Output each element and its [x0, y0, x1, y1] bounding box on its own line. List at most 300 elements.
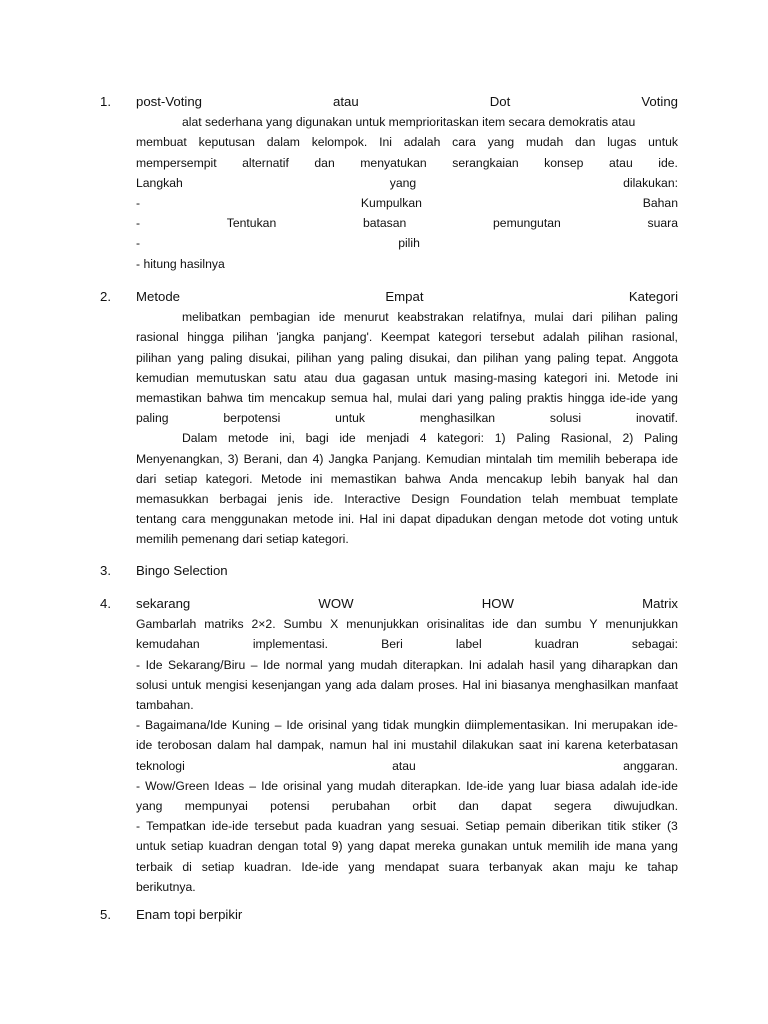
- word: keputusan: [198, 135, 255, 150]
- word: 3): [227, 451, 239, 466]
- word: gagasan: [362, 370, 410, 385]
- word: dipadukan: [435, 512, 492, 527]
- word: mudah: [525, 135, 564, 150]
- word: saat: [518, 738, 542, 753]
- word: ide.: [313, 492, 334, 507]
- text-line: [136, 132, 678, 152]
- word: yang: [389, 175, 417, 190]
- word: ide: [318, 310, 336, 325]
- word: ide: [136, 738, 153, 753]
- word: ini: [310, 471, 323, 486]
- word: akan: [552, 859, 579, 874]
- word: maju: [588, 859, 615, 874]
- word: lebih: [550, 471, 577, 486]
- word: kategori:: [437, 431, 485, 446]
- text-line: - hitung hasilnya: [136, 256, 225, 271]
- word: biasanya: [501, 677, 551, 692]
- word: 9): [331, 839, 343, 854]
- word: adalah: [403, 135, 441, 150]
- word: kemudahan: [136, 637, 200, 652]
- text-line: [136, 857, 678, 877]
- word: hal: [255, 738, 273, 753]
- text-line: [136, 153, 678, 173]
- text-line: [136, 655, 678, 675]
- heading-word: Metode: [136, 289, 180, 304]
- word: dan: [657, 471, 678, 486]
- word: Ide-ide: [466, 778, 504, 793]
- text-line: [136, 614, 678, 634]
- word: pilihan: [588, 330, 624, 345]
- word: Anda: [449, 471, 478, 486]
- text-line: [136, 327, 678, 347]
- word: mencakup: [269, 391, 326, 406]
- heading-word: Matrix: [642, 596, 678, 611]
- word: label: [455, 637, 482, 652]
- word: yang: [328, 657, 355, 672]
- word: orbit: [412, 799, 437, 814]
- word: manfaat: [633, 677, 678, 692]
- word: dilakukan: [462, 738, 514, 753]
- word: yang: [508, 778, 535, 793]
- word: panjang'.: [323, 330, 373, 345]
- item-heading: [136, 561, 678, 581]
- word: menurut: [343, 310, 389, 325]
- item-body: [136, 614, 678, 897]
- word: ini.: [338, 512, 355, 527]
- word: memutuskan: [196, 370, 267, 385]
- text-line: [136, 735, 678, 755]
- word: pemain: [505, 819, 546, 834]
- word: kesenjangan: [251, 677, 321, 692]
- word: hasil: [529, 657, 555, 672]
- text-line: [136, 796, 678, 816]
- list-item-3: [100, 561, 678, 581]
- word: yang: [348, 859, 375, 874]
- word: kuadran: [534, 637, 579, 652]
- word: pembagian: [249, 310, 311, 325]
- word: Paling: [516, 431, 551, 446]
- word: dan: [458, 799, 479, 814]
- list-number: 5.: [100, 907, 111, 922]
- word: kuadran.: [244, 859, 292, 874]
- word: menunjukkan: [346, 617, 419, 632]
- heading-word: Bingo Selection: [136, 563, 228, 578]
- word: dan: [456, 350, 477, 365]
- word: ide-ide: [609, 391, 647, 406]
- word: voting: [610, 512, 644, 527]
- list-number: 3.: [100, 563, 111, 578]
- word: dapat: [379, 839, 410, 854]
- word: pilihan: [232, 330, 268, 345]
- word: karena: [564, 738, 603, 753]
- item-heading: [136, 594, 678, 614]
- word: hal: [632, 471, 650, 486]
- text-line: [136, 307, 678, 327]
- word: banyak: [585, 471, 625, 486]
- word: menghasilkan: [419, 411, 496, 426]
- word: Ide-ide: [301, 859, 339, 874]
- text-line: [136, 388, 678, 408]
- word: -: [136, 216, 141, 231]
- word: yang: [347, 839, 375, 854]
- word: 4): [312, 451, 324, 466]
- word: 1): [494, 431, 506, 446]
- word: tersebut: [490, 330, 535, 345]
- word: Setiap: [465, 819, 500, 834]
- heading-word: post-Voting: [136, 94, 202, 109]
- word: ide: [594, 839, 611, 854]
- word: pemungutan: [493, 216, 561, 231]
- word: jenis: [277, 492, 303, 507]
- word: terbaik: [136, 859, 173, 874]
- text-line: [136, 348, 678, 368]
- word: yang: [651, 839, 678, 854]
- heading-word: Enam topi berpikir: [136, 907, 243, 922]
- word: adalah: [487, 657, 524, 672]
- word: mereka: [414, 839, 456, 854]
- list-number: 2.: [100, 289, 111, 304]
- word: teknologi: [136, 758, 185, 773]
- word: paling: [645, 310, 678, 325]
- word: (3: [667, 819, 678, 834]
- text-line: [136, 193, 678, 213]
- word: semua: [330, 391, 368, 406]
- word: Kumpulkan: [360, 196, 422, 211]
- word: Ini: [379, 135, 392, 150]
- item-heading: [136, 92, 678, 112]
- word: Berani,: [243, 451, 283, 466]
- word: suara: [448, 859, 480, 874]
- word: atau: [609, 155, 633, 170]
- word: mungkin: [413, 718, 460, 733]
- text-line: [136, 213, 678, 233]
- word: adalah: [599, 778, 637, 793]
- text-line: [136, 634, 678, 654]
- word: alternatif: [242, 155, 289, 170]
- word: terobosan: [157, 738, 212, 753]
- word: –: [249, 778, 257, 793]
- word: namun: [329, 738, 367, 753]
- word: diterapkan.: [400, 778, 462, 793]
- word: hingga: [187, 330, 224, 345]
- list-item-4: [100, 594, 678, 897]
- word: Ide: [286, 718, 304, 733]
- word: dengan: [496, 512, 538, 527]
- text-line: [136, 449, 678, 469]
- word: Kemudian: [425, 451, 481, 466]
- word: Panjang.: [372, 451, 421, 466]
- text-line: [136, 816, 678, 836]
- item-heading: [136, 905, 678, 925]
- word: pilihan: [601, 310, 637, 325]
- word: mudah: [360, 657, 398, 672]
- word: Beri: [381, 637, 403, 652]
- word: matriks: [204, 617, 244, 632]
- word: memasukkan: [136, 492, 209, 507]
- word: metode: [292, 512, 334, 527]
- word: stiker: [631, 819, 661, 834]
- word: serangkaian: [452, 155, 519, 170]
- word: Dalam: [182, 431, 218, 446]
- word: mulai: [397, 391, 427, 406]
- word: mana: [615, 839, 647, 854]
- word: yang: [487, 135, 515, 150]
- word: menggunakan: [210, 512, 288, 527]
- heading-word: atau: [333, 94, 359, 109]
- word: disukai,: [248, 350, 291, 365]
- heading-word: Dot: [489, 94, 511, 109]
- word: ide: [661, 451, 678, 466]
- word: yang: [136, 799, 163, 814]
- word: ide-ide: [211, 819, 249, 834]
- word: yang: [457, 391, 484, 406]
- word: metode: [227, 431, 269, 446]
- word: merupakan: [591, 718, 653, 733]
- word: ada: [355, 677, 377, 692]
- word: di: [182, 859, 192, 874]
- text-line: [136, 233, 678, 253]
- word: -: [136, 778, 141, 793]
- word: ide: [492, 617, 509, 632]
- word: gunakan: [460, 839, 508, 854]
- word: dan: [287, 451, 308, 466]
- word: mempunyai: [184, 799, 248, 814]
- word: untuk: [136, 839, 166, 854]
- word: 'jangka: [276, 330, 315, 345]
- word: relatifnya,: [472, 310, 526, 325]
- word: yang: [651, 391, 678, 406]
- word: solusi: [136, 677, 168, 692]
- text-line: alat sederhana yang digunakan untuk memprioritaskan item secara demokratis atau: [182, 115, 636, 130]
- word: konsep: [544, 155, 584, 170]
- word: kategori.: [205, 471, 253, 486]
- word: Ideas: [214, 778, 245, 793]
- word: masing-masing: [453, 370, 537, 385]
- text-line: [136, 675, 678, 695]
- word: untuk: [648, 512, 678, 527]
- word: –: [274, 718, 282, 733]
- word: dua: [334, 370, 356, 385]
- word: paling: [557, 350, 590, 365]
- heading-word: sekarang: [136, 596, 191, 611]
- word: yang: [387, 819, 415, 834]
- word: dan: [314, 155, 335, 170]
- word: ide-: [657, 718, 678, 733]
- word: untuk: [512, 839, 543, 854]
- word: -: [136, 657, 141, 672]
- text-line: [136, 756, 678, 776]
- word: total: [303, 839, 327, 854]
- text-line: [136, 715, 678, 735]
- word: keabstrakan: [397, 310, 464, 325]
- word: ini: [665, 370, 678, 385]
- word: template: [631, 492, 678, 507]
- word: Hal: [359, 512, 378, 527]
- word: -: [136, 819, 141, 834]
- word: hal,: [372, 391, 393, 406]
- word: pilihan: [483, 350, 519, 365]
- word: disukai,: [409, 350, 451, 365]
- list-item-5: [100, 905, 678, 925]
- word: hingga: [567, 391, 605, 406]
- text-line: [136, 776, 678, 796]
- item-heading: [136, 287, 678, 307]
- word: paling: [370, 350, 403, 365]
- word: dan: [657, 657, 678, 672]
- word: kategori: [438, 330, 482, 345]
- word: dan: [575, 135, 596, 150]
- word: beberapa: [605, 451, 657, 466]
- word: kemudian: [136, 370, 189, 385]
- word: Wow/Green: [145, 778, 210, 793]
- word: menunjukkan: [605, 617, 678, 632]
- word: atau: [303, 370, 328, 385]
- word: dan: [516, 617, 537, 632]
- word: dari: [431, 391, 453, 406]
- word: ini.: [594, 370, 611, 385]
- word: Bagaimana/Ide: [144, 718, 227, 733]
- text-line: [136, 173, 678, 193]
- word: menjadi: [366, 431, 410, 446]
- word: melibatkan: [182, 310, 241, 325]
- word: kuadran: [337, 819, 382, 834]
- word: 2): [622, 431, 634, 446]
- text-line: berikutnya.: [136, 879, 196, 894]
- word: ini: [382, 512, 395, 527]
- heading-word: Empat: [385, 289, 424, 304]
- word: segera: [554, 799, 592, 814]
- word: -: [136, 196, 141, 211]
- word: biasa: [565, 778, 595, 793]
- word: tepat.: [595, 350, 627, 365]
- word: keterbatasan: [607, 738, 678, 753]
- text-line: [136, 489, 678, 509]
- word: terbanyak: [488, 859, 543, 874]
- word: paling: [136, 411, 169, 426]
- word: tersebut: [254, 819, 299, 834]
- word: dengan: [257, 839, 299, 854]
- word: dari: [136, 471, 157, 486]
- heading-word: Kategori: [628, 289, 678, 304]
- word: pilihan: [136, 350, 172, 365]
- word: pilih: [398, 236, 420, 251]
- word: memilih: [547, 839, 590, 854]
- word: yang: [177, 350, 204, 365]
- word: yang: [524, 350, 551, 365]
- text-line: tambahan.: [136, 698, 194, 713]
- word: Y: [589, 617, 598, 632]
- word: suara: [647, 216, 678, 231]
- word: Sekarang/Biru: [168, 657, 246, 672]
- word: berbagai: [219, 492, 267, 507]
- word: diwujudkan.: [613, 799, 678, 814]
- word: dot: [588, 512, 606, 527]
- word: atau: [392, 758, 416, 773]
- word: normal: [285, 657, 323, 672]
- word: Paling: [644, 431, 678, 446]
- word: Foundation: [460, 492, 522, 507]
- word: pilihan: [296, 350, 332, 365]
- word: yang: [325, 677, 352, 692]
- word: kelompok.: [311, 135, 368, 150]
- word: cara: [181, 512, 206, 527]
- word: X: [330, 617, 339, 632]
- word: Ini: [573, 718, 587, 733]
- word: cara: [452, 135, 476, 150]
- word: yang: [326, 778, 354, 793]
- word: –: [250, 657, 258, 672]
- word: dampak,: [277, 738, 325, 753]
- word: tim: [536, 451, 554, 466]
- word: membuat: [569, 492, 621, 507]
- word: solusi: [549, 411, 582, 426]
- word: dalam: [217, 738, 251, 753]
- word: Menyenangkan,: [136, 451, 223, 466]
- word: praktis: [526, 391, 563, 406]
- word: potensi: [270, 799, 310, 814]
- word: setiap: [201, 859, 235, 874]
- word: Metode: [260, 471, 302, 486]
- word: menghasilkan: [554, 677, 630, 692]
- word: lugas: [607, 135, 637, 150]
- text-line: [136, 469, 678, 489]
- word: hal: [372, 738, 389, 753]
- word: ini: [393, 738, 406, 753]
- word: mempersempit: [136, 155, 217, 170]
- word: ide-ide: [641, 778, 678, 793]
- word: untuk: [171, 677, 202, 692]
- word: orisinalitas: [426, 617, 485, 632]
- word: mintalah: [485, 451, 532, 466]
- word: diterapkan.: [402, 657, 464, 672]
- list-item-1: [100, 92, 678, 274]
- word: mulai: [534, 310, 564, 325]
- word: dilakukan:: [623, 175, 678, 190]
- word: memilih: [558, 451, 601, 466]
- text-line: [136, 428, 678, 448]
- word: untuk: [335, 411, 365, 426]
- word: mendapat: [384, 859, 439, 874]
- list-number: 4.: [100, 596, 111, 611]
- word: dari: [572, 310, 593, 325]
- word: ini: [547, 738, 560, 753]
- word: proses.: [418, 677, 459, 692]
- list-number: 1.: [100, 94, 111, 109]
- word: Gambarlah: [136, 617, 197, 632]
- text-line: [136, 408, 678, 428]
- word: 2×2.: [251, 617, 276, 632]
- word: tentang: [136, 512, 177, 527]
- word: anggaran.: [623, 758, 678, 773]
- word: diharapkan: [591, 657, 653, 672]
- item-body: [136, 307, 678, 549]
- word: Keempat: [380, 330, 430, 345]
- word: Tempatkan: [146, 819, 206, 834]
- word: Jangka: [328, 451, 368, 466]
- word: untuk: [416, 370, 447, 385]
- word: ide.: [658, 155, 678, 170]
- word: inovatif.: [635, 411, 678, 426]
- word: dalam: [380, 677, 414, 692]
- heading-word: HOW: [481, 596, 514, 611]
- text-line: memilih pemenang dari setiap kategori.: [136, 532, 349, 547]
- word: Langkah: [136, 175, 183, 190]
- word: luar: [539, 778, 561, 793]
- word: pada: [304, 819, 332, 834]
- word: implementasi.: [252, 637, 328, 652]
- word: kategori: [544, 370, 588, 385]
- word: Interactive: [344, 492, 401, 507]
